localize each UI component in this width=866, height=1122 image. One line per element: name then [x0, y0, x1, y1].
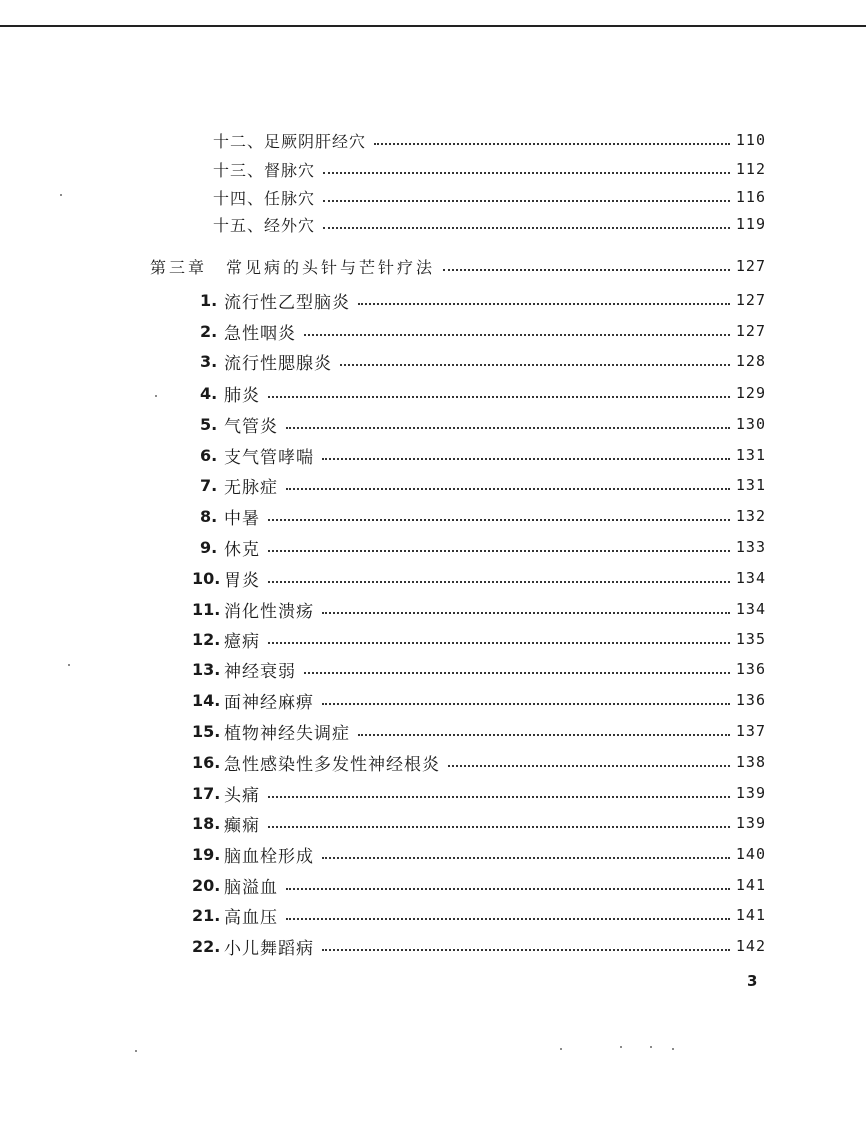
scan-speck: [560, 1048, 562, 1050]
item-number: 8.: [200, 506, 218, 526]
dot-leader: [268, 642, 730, 644]
scan-speck: [155, 395, 157, 397]
toc-entry-label: 支气管哮喘: [224, 447, 314, 468]
toc-entry-label: 肺炎: [224, 385, 260, 406]
dot-leader: [322, 612, 730, 614]
dot-leader: [322, 857, 730, 859]
chapter-title: 第三章 常见病的头针与芒针疗法: [150, 257, 436, 277]
toc-entry-section[interactable]: [213, 184, 766, 210]
dot-leader: [286, 488, 730, 490]
dot-leader: [286, 427, 730, 429]
dot-leader: [322, 458, 730, 460]
toc-entry-item[interactable]: [200, 287, 766, 313]
toc-entry-page: 141: [735, 876, 766, 894]
dot-leader: [323, 172, 730, 174]
toc-entry-item[interactable]: [192, 626, 766, 652]
item-number: 18.: [192, 813, 221, 833]
item-number: 22.: [192, 936, 221, 956]
item-number: 16.: [192, 752, 221, 772]
toc-entry-section[interactable]: [213, 211, 766, 237]
item-number: 10.: [192, 568, 221, 588]
item-number: 7.: [200, 475, 218, 495]
toc-entry-page: 134: [735, 569, 766, 587]
toc-entry-section[interactable]: [213, 127, 766, 153]
toc-entry-page: 138: [735, 753, 766, 771]
toc-entry-label: 流行性腮腺炎: [224, 353, 332, 374]
toc-entry-page: 135: [735, 630, 766, 648]
dot-leader: [268, 826, 730, 828]
dot-leader: [322, 703, 730, 705]
dot-leader: [358, 303, 730, 305]
item-number: 20.: [192, 875, 221, 895]
toc-entry-page: 116: [735, 188, 766, 206]
page-number: 3: [747, 972, 758, 990]
item-number: 4.: [200, 383, 218, 403]
toc-entry-page: 140: [735, 845, 766, 863]
toc-entry-item[interactable]: [192, 902, 766, 928]
dot-leader: [323, 227, 730, 229]
toc-entry-page: 142: [735, 937, 766, 955]
toc-entry-item[interactable]: [200, 442, 766, 468]
scan-speck: [60, 194, 62, 196]
toc-entry-label: 十三、督脉穴: [213, 160, 316, 180]
toc-entry-label: 气管炎: [224, 416, 278, 437]
dot-leader: [268, 550, 730, 552]
toc-entry-item[interactable]: [200, 348, 766, 374]
toc-entry-page: 136: [735, 691, 766, 709]
item-number: 21.: [192, 905, 221, 925]
dot-leader: [286, 888, 730, 890]
item-number: 1.: [200, 290, 218, 310]
item-number: 11.: [192, 599, 221, 619]
toc-entry-item[interactable]: [192, 872, 766, 898]
toc-entry-item[interactable]: [192, 780, 766, 806]
item-number: 13.: [192, 659, 221, 679]
item-number: 15.: [192, 721, 221, 741]
toc-entry-item[interactable]: [192, 810, 766, 836]
toc-entry-page: 131: [735, 476, 766, 494]
toc-entry-item[interactable]: [192, 565, 766, 591]
dot-leader: [286, 918, 730, 920]
toc-entry-item[interactable]: [200, 318, 766, 344]
toc-entry-label: 十四、任脉穴: [213, 188, 316, 208]
toc-entry-label: 急性咽炎: [224, 323, 296, 344]
item-number: 17.: [192, 783, 221, 803]
toc-entry-label: 十二、足厥阴肝经穴: [213, 131, 367, 151]
scan-speck: [135, 1050, 137, 1052]
dot-leader: [448, 765, 730, 767]
dot-leader: [268, 796, 730, 798]
item-number: 5.: [200, 414, 218, 434]
toc-entry-page: 130: [735, 415, 766, 433]
toc-entry-label: 癔病: [224, 631, 260, 652]
item-number: 3.: [200, 351, 218, 371]
toc-entry-label: 无脉症: [224, 477, 278, 498]
toc-entry-label: 急性感染性多发性神经根炎: [224, 754, 440, 775]
dot-leader: [268, 581, 730, 583]
toc-entry-label: 头痛: [224, 785, 260, 806]
toc-entry-page: 133: [735, 538, 766, 556]
toc-entry-page: 112: [735, 160, 766, 178]
toc-entry-item[interactable]: [192, 841, 766, 867]
item-number: 2.: [200, 321, 218, 341]
dot-leader: [443, 269, 730, 271]
toc-entry-label: 癫痫: [224, 815, 260, 836]
toc-entry-item[interactable]: [192, 656, 766, 682]
scan-speck: [672, 1048, 674, 1050]
toc-entry-page: 137: [735, 722, 766, 740]
dot-leader: [268, 396, 730, 398]
toc-entry-label: 植物神经失调症: [224, 723, 350, 744]
dot-leader: [304, 672, 730, 674]
toc-entry-page: 127: [735, 257, 766, 275]
item-number: 14.: [192, 690, 221, 710]
toc-entry-label: 神经衰弱: [224, 661, 296, 682]
item-number: 12.: [192, 629, 221, 649]
toc-entry-item[interactable]: [192, 687, 766, 713]
toc-entry-label: 消化性溃疡: [224, 601, 314, 622]
scan-speck: [620, 1046, 622, 1048]
toc-entry-label: 十五、经外穴: [213, 215, 316, 235]
scan-speck: [68, 664, 70, 666]
toc-entry-item[interactable]: [200, 411, 766, 437]
toc-entry-label: 脑血栓形成: [224, 846, 314, 867]
toc-entry-label: 面神经麻痹: [224, 692, 314, 713]
toc-entry-label: 脑溢血: [224, 877, 278, 898]
toc-entry-item[interactable]: [200, 472, 766, 498]
toc-entry-page: 134: [735, 600, 766, 618]
toc-entry-page: 131: [735, 446, 766, 464]
toc-entry-item[interactable]: [200, 534, 766, 560]
dot-leader: [358, 734, 730, 736]
item-number: 19.: [192, 844, 221, 864]
toc-entry-label: 中暑: [224, 508, 260, 529]
toc-entry-item[interactable]: [192, 718, 766, 744]
toc-entry-page: 110: [735, 131, 766, 149]
toc-entry-label: 流行性乙型脑炎: [224, 292, 350, 313]
toc-entry-page: 128: [735, 352, 766, 370]
toc-entry-page: 127: [735, 322, 766, 340]
dot-leader: [323, 200, 730, 202]
toc-entry-label: 休克: [224, 539, 260, 560]
toc-entry-item[interactable]: [200, 380, 766, 406]
toc-entry-page: 127: [735, 291, 766, 309]
toc-entry-label: 小儿舞蹈病: [224, 938, 314, 959]
toc-entry-section[interactable]: [213, 156, 766, 182]
toc-entry-chapter[interactable]: [150, 253, 766, 279]
toc-entry-label: 高血压: [224, 907, 278, 928]
scan-speck: [650, 1046, 652, 1048]
item-number: 9.: [200, 537, 218, 557]
toc-entry-page: 129: [735, 384, 766, 402]
item-number: 6.: [200, 445, 218, 465]
toc-entry-page: 141: [735, 906, 766, 924]
toc-entry-item[interactable]: [192, 749, 766, 775]
toc-entry-page: 139: [735, 784, 766, 802]
toc-entry-page: 139: [735, 814, 766, 832]
toc-entry-label: 胃炎: [224, 570, 260, 591]
dot-leader: [322, 949, 730, 951]
toc-entry-item[interactable]: [192, 933, 766, 959]
toc-entry-page: 119: [735, 215, 766, 233]
toc-entry-item[interactable]: [200, 503, 766, 529]
dot-leader: [268, 519, 730, 521]
dot-leader: [340, 364, 730, 366]
toc-entry-page: 136: [735, 660, 766, 678]
dot-leader: [374, 143, 730, 145]
toc-entry-page: 132: [735, 507, 766, 525]
dot-leader: [304, 334, 730, 336]
toc-entry-item[interactable]: [192, 596, 766, 622]
